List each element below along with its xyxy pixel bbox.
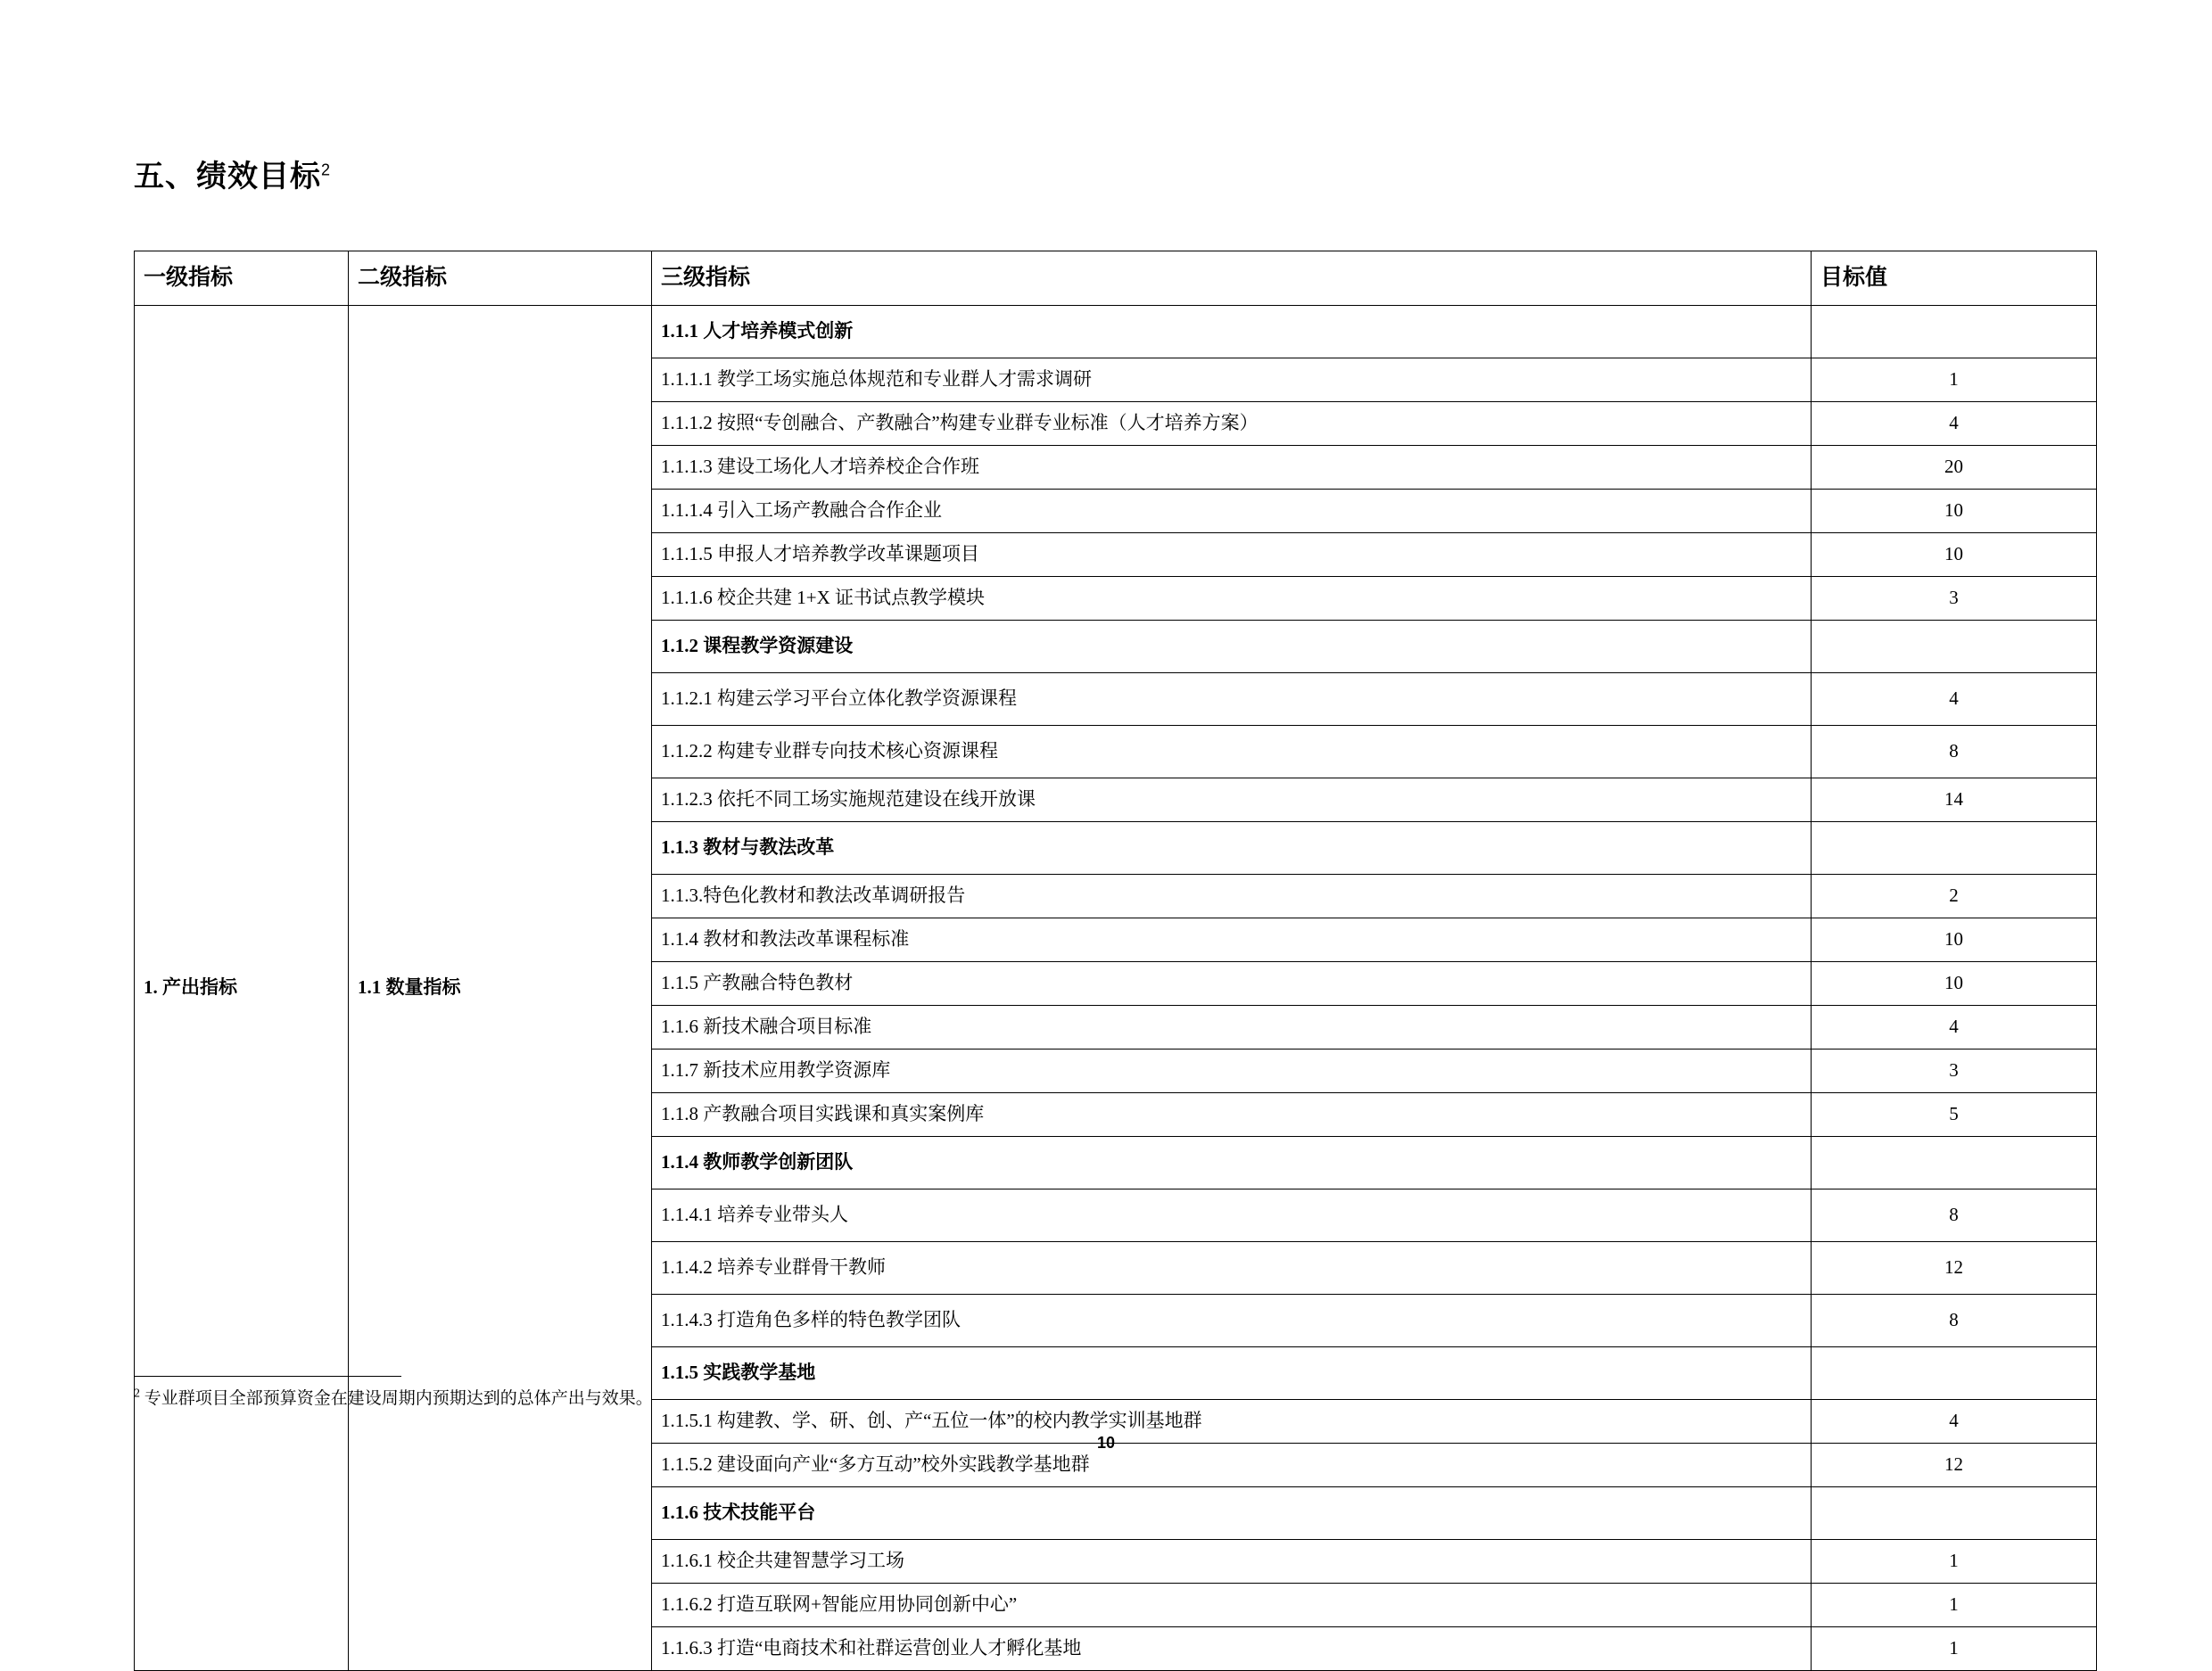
page-number: 10 — [1096, 1434, 1116, 1452]
level3-indicator-label: 1.1.4.2 培养专业群骨干教师 — [652, 1242, 1812, 1295]
table-row — [135, 306, 2097, 358]
target-value-cell: 10 — [1812, 962, 2097, 1006]
column-header-target: 目标值 — [1812, 251, 2097, 306]
target-value-cell: 1 — [1812, 358, 2097, 402]
footnote-text: 专业群项目全部预算资金在建设周期内预期达到的总体产出与效果。 — [140, 1389, 653, 1408]
level2-indicator-cell: 1.1 数量指标 — [349, 306, 652, 1671]
table-header-row — [135, 251, 2097, 306]
target-value-cell: 4 — [1812, 1006, 2097, 1050]
level3-group-label: 1.1.6 技术技能平台 — [652, 1487, 1812, 1540]
column-header-level3: 三级指标 — [652, 251, 1812, 306]
target-value-cell: 10 — [1812, 918, 2097, 962]
level3-group-label: 1.1.5 实践教学基地 — [652, 1347, 1812, 1400]
level3-indicator-label: 1.1.1.6 校企共建 1+X 证书试点教学模块 — [652, 577, 1812, 621]
target-value-cell: 2 — [1812, 875, 2097, 918]
page-title-footnote-marker: 2 — [321, 161, 332, 179]
column-header-level1: 一级指标 — [135, 251, 349, 306]
level3-indicator-label: 1.1.4.1 培养专业带头人 — [652, 1189, 1812, 1242]
level3-indicator-label: 1.1.1.4 引入工场产教融合合作企业 — [652, 490, 1812, 533]
footnote — [134, 1385, 653, 1409]
page-title-text: 五、绩效目标 — [134, 160, 321, 193]
table-body — [135, 306, 2097, 1671]
level3-indicator-label: 1.1.8 产教融合项目实践课和真实案例库 — [652, 1093, 1812, 1137]
level3-indicator-label: 1.1.2.2 构建专业群专向技术核心资源课程 — [652, 726, 1812, 778]
target-value-cell — [1812, 822, 2097, 875]
level1-indicator-cell: 1. 产出指标 — [135, 306, 349, 1671]
target-value-cell: 10 — [1812, 490, 2097, 533]
target-value-cell — [1812, 1487, 2097, 1540]
target-value-cell — [1812, 1347, 2097, 1400]
level3-indicator-label: 1.1.6.3 打造“电商技术和社群运营创业人才孵化基地 — [652, 1627, 1812, 1671]
target-value-cell: 1 — [1812, 1627, 2097, 1671]
level3-indicator-label: 1.1.4 教材和教法改革课程标准 — [652, 918, 1812, 962]
target-value-cell — [1812, 621, 2097, 673]
level3-group-label: 1.1.3 教材与教法改革 — [652, 822, 1812, 875]
target-value-cell: 14 — [1812, 778, 2097, 822]
target-value-cell: 10 — [1812, 533, 2097, 577]
target-value-cell: 1 — [1812, 1584, 2097, 1627]
footnote-divider — [134, 1376, 401, 1377]
level3-indicator-label: 1.1.1.2 按照“专创融合、产教融合”构建专业群专业标准（人才培养方案） — [652, 402, 1812, 446]
column-header-level2: 二级指标 — [349, 251, 652, 306]
level3-group-label: 1.1.2 课程教学资源建设 — [652, 621, 1812, 673]
target-value-cell: 4 — [1812, 1400, 2097, 1444]
target-value-cell: 8 — [1812, 1295, 2097, 1347]
target-value-cell: 8 — [1812, 726, 2097, 778]
level3-group-label: 1.1.4 教师教学创新团队 — [652, 1137, 1812, 1189]
level3-indicator-label: 1.1.2.3 依托不同工场实施规范建设在线开放课 — [652, 778, 1812, 822]
target-value-cell: 4 — [1812, 402, 2097, 446]
level3-indicator-label: 1.1.7 新技术应用教学资源库 — [652, 1050, 1812, 1093]
level3-indicator-label: 1.1.5 产教融合特色教材 — [652, 962, 1812, 1006]
level3-indicator-label: 1.1.5.2 建设面向产业“多方互动”校外实践教学基地群 — [652, 1444, 1812, 1487]
level3-indicator-label: 1.1.2.1 构建云学习平台立体化教学资源课程 — [652, 673, 1812, 726]
level3-group-label: 1.1.1 人才培养模式创新 — [652, 306, 1812, 358]
target-value-cell — [1812, 306, 2097, 358]
target-value-cell: 12 — [1812, 1444, 2097, 1487]
footnote-marker: 2 — [134, 1387, 140, 1401]
page-title — [134, 152, 2096, 195]
target-value-cell: 4 — [1812, 673, 2097, 726]
table-header — [135, 251, 2097, 306]
target-value-cell: 3 — [1812, 1050, 2097, 1093]
target-value-cell: 1 — [1812, 1540, 2097, 1584]
target-value-cell: 5 — [1812, 1093, 2097, 1137]
level3-indicator-label: 1.1.3.特色化教材和教法改革调研报告 — [652, 875, 1812, 918]
target-value-cell: 12 — [1812, 1242, 2097, 1295]
level3-indicator-label: 1.1.1.5 申报人才培养教学改革课题项目 — [652, 533, 1812, 577]
level3-indicator-label: 1.1.6.2 打造互联网+智能应用协同创新中心” — [652, 1584, 1812, 1627]
level3-indicator-label: 1.1.6.1 校企共建智慧学习工场 — [652, 1540, 1812, 1584]
level3-indicator-label: 1.1.4.3 打造角色多样的特色教学团队 — [652, 1295, 1812, 1347]
level3-indicator-label: 1.1.6 新技术融合项目标准 — [652, 1006, 1812, 1050]
performance-target-table — [134, 251, 2097, 1671]
target-value-cell: 20 — [1812, 446, 2097, 490]
target-value-cell — [1812, 1137, 2097, 1189]
level3-indicator-label: 1.1.1.1 教学工场实施总体规范和专业群人才需求调研 — [652, 358, 1812, 402]
target-value-cell: 8 — [1812, 1189, 2097, 1242]
level3-indicator-label: 1.1.5.1 构建教、学、研、创、产“五位一体”的校内教学实训基地群 — [652, 1400, 1812, 1444]
target-value-cell: 3 — [1812, 577, 2097, 621]
level3-indicator-label: 1.1.1.3 建设工场化人才培养校企合作班 — [652, 446, 1812, 490]
